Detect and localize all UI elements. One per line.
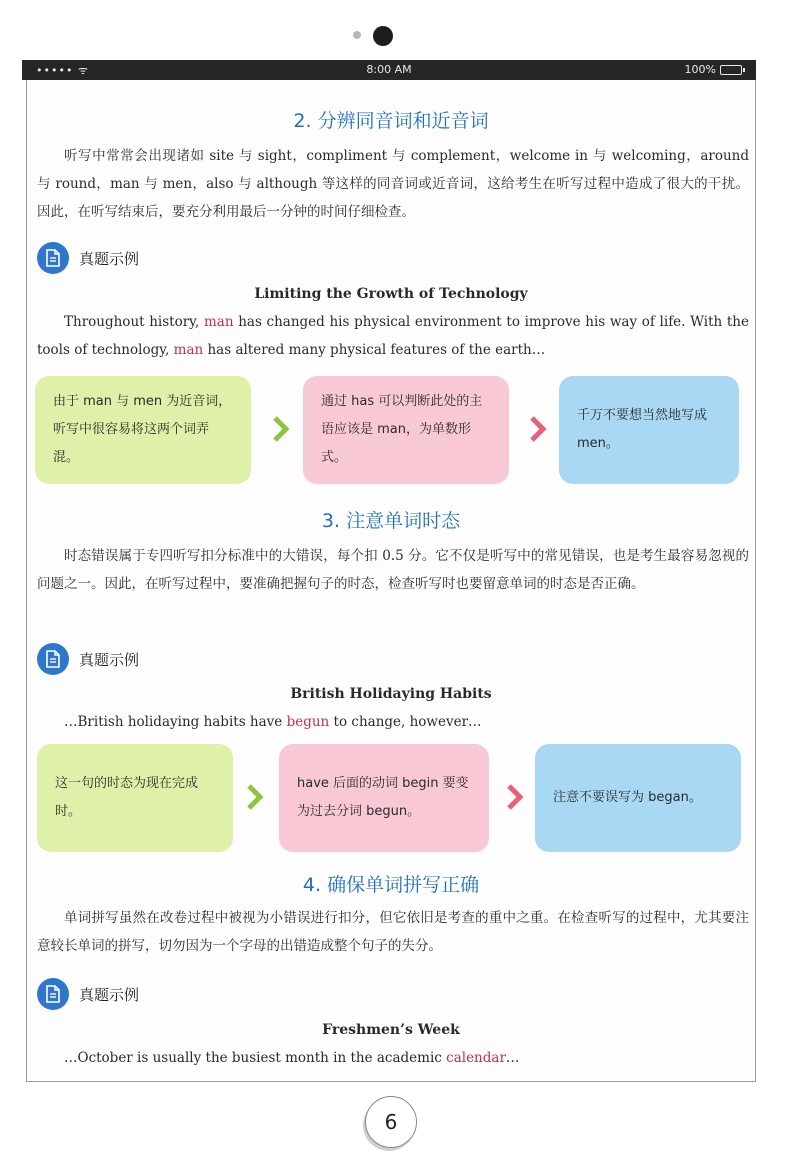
document-icon	[37, 643, 69, 675]
chevron-right-icon	[505, 782, 525, 812]
sensor-dot	[353, 31, 361, 39]
explanation-card: have 后面的动词 begin 要变为过去分词 begun。	[279, 744, 489, 852]
example-text: Throughout history, man has changed his physical environment to improve his way of life. With the tools of technology, man has altered many physical features of the earth…	[37, 314, 749, 358]
status-bar	[22, 60, 756, 80]
example-text: …October is usually the busiest month in the academic calendar…	[64, 1050, 520, 1066]
section-title: 3. 注意单词时态	[321, 510, 461, 532]
section-body: 时态错误属于专四听写扣分标准中的大错误，每个扣 0.5 分。它不仅是听写中的常见错误，也是考生最容易忽视的问题之一。因此，在听写过程中，要准确把握句子的时态，检查听写时也要留意单词的时态是否正确。	[37, 548, 749, 592]
highlight-word: calendar	[446, 1050, 506, 1066]
highlight-word: man	[173, 342, 204, 358]
document-icon	[37, 242, 69, 274]
camera-dots	[0, 26, 800, 46]
explanation-card: 由于 man 与 men 为近音词，听写中很容易将这两个词弄混。	[35, 376, 251, 484]
section-body: 单词拼写虽然在改卷过程中被视为小错误进行扣分，但它依旧是考查的重中之重。在检查听写的过程中，尤其要注意较长单词的拼写，切勿因为一个字母的出错造成整个句子的失分。	[37, 910, 749, 954]
chevron-right-icon	[271, 414, 291, 444]
battery-percent: 100%	[684, 63, 716, 76]
document-icon	[37, 978, 69, 1010]
example-label: 真题示例	[79, 650, 140, 669]
example-header	[37, 242, 139, 274]
example-label: 真题示例	[79, 249, 140, 268]
example-header	[37, 643, 139, 675]
chevron-right-icon	[245, 782, 265, 812]
chevron-right-icon	[528, 414, 548, 444]
example-title: Limiting the Growth of Technology	[254, 286, 528, 302]
explanation-flow	[35, 376, 749, 484]
example-title: British Holidaying Habits	[290, 686, 492, 702]
example-title: Freshmen’s Week	[322, 1022, 460, 1038]
example-text: …British holidaying habits have begun to change, however…	[64, 714, 482, 730]
page-number: 6	[365, 1096, 417, 1148]
explanation-card: 通过 has 可以判断此处的主语应该是 man，为单数形式。	[303, 376, 509, 484]
page-content[interactable]	[26, 80, 756, 1082]
example-header	[37, 978, 139, 1010]
battery-indicator	[685, 63, 742, 76]
battery-icon	[720, 65, 742, 75]
camera-lens	[373, 26, 393, 46]
section-body: 听写中常常会出现诸如 site 与 sight，compliment 与 complement，welcome in 与 welcoming，around 与 round，man 与 men，also 与 although 等这样的同音词或近音词，这给考生在听写过程中造成了很大的干扰。因此，在听写结束后，要充分利用最后一分钟的时间仔细检查。	[37, 148, 749, 220]
explanation-card: 注意不要误写为 began。	[535, 744, 741, 852]
highlight-word: begun	[286, 714, 330, 730]
highlight-word: man	[203, 314, 234, 330]
example-label: 真题示例	[79, 985, 140, 1004]
explanation-flow	[35, 744, 749, 852]
explanation-card: 千万不要想当然地写成 men。	[559, 376, 739, 484]
section-title: 4. 确保单词拼写正确	[302, 874, 480, 896]
section-title: 2. 分辨同音词和近音词	[293, 110, 489, 132]
status-time: 8:00 AM	[366, 63, 412, 76]
signal-indicator: ••••• ᯤ	[36, 64, 89, 77]
explanation-card: 这一句的时态为现在完成时。	[37, 744, 233, 852]
